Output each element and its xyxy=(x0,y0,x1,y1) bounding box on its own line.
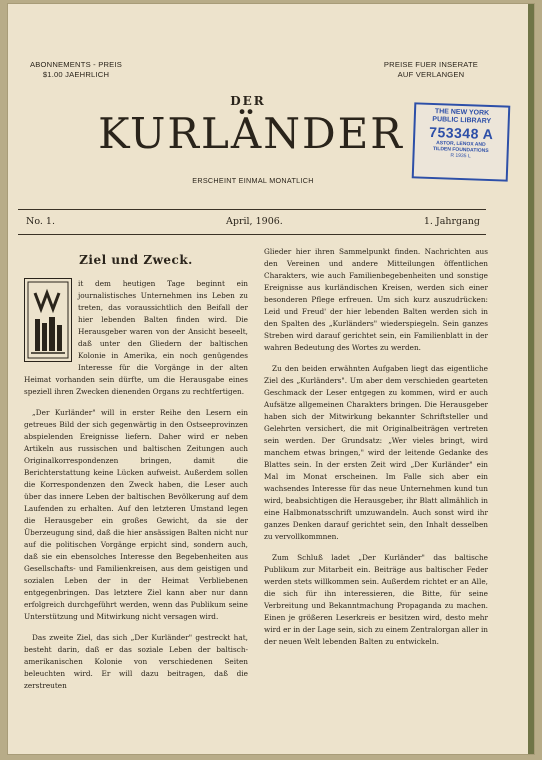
paragraph: „Der Kurländer" will in erster Reihe den Lesern ein getreues Bild der sich gegenwärtig in den Ostseeprovinzen abspielenden Ereignisse liefern. Daher wird er neben Artikeln aus russischen und baltischen Zeitungen auch Originalkorrespondenzen bringen, damit die Berichterstattung keine Lücken aufweist. Außerdem sollen die Korrespondenzen den Zweck haben, die Leser auch über das innere Leben der baltischen Bevölkerung auf dem Laufenden zu erhalten. Auf den letzteren Umstand legen die Herausgeber ein großes Gewicht, da sie der Überzeugung sind, daß die hier ansässigen Balten nicht nur auf die politischen Vorgänge erpicht sind, sondern auch, daß sie ein ebensolches Interesse den Begebenheiten aus Gesellschafts- und Familienkreisen, aus dem geistigen und sozialen Leben der in der Heimat Verbliebenen entgegenbringen. Das letztere Ziel kann aber nur dann erfolgreich durchgeführt werden, wenn das Publikum seine Unterstützung und Mitwirkung nicht versagen wird. xyxy=(24,408,248,621)
stamp-number: 753348 A xyxy=(428,123,494,143)
article-column-2 xyxy=(264,246,488,657)
paragraph: Zu den beiden erwähnten Aufgaben liegt das eigentliche Ziel des „Kurländers". Um aber dem verschieden gearteten Geschmack der Leser entgegen zu kommen, wird er auch Aufsätze allgemeinen Charakters bringen. Die Herausgeber haben sich der Mitwirkung bekannter Schriftsteller und Gelehrten versichert, die mit Originalbeiträgen vertreten sein werden. Der Grundsatz: „Wer vieles bringt, wird manchem etwas bringen," wird der leitende Gedanke des Blattes sein. In der ersten Zeit wird „Der Kurländer" ein Mal im Monat erscheinen. Im Falle sich aber ein wachsendes Interesse für das neue Unternehmen kund tun wird, beabsichtigen die Herausgeber, ihr Blatt allmählich in eine Halbmonatsschrift umzuwandeln. Auch sonst wird ihr ganzes Denken darauf gerichtet sein, den Inhalt desselben zu vervollkommnen. xyxy=(264,364,488,541)
ad-price xyxy=(368,60,494,80)
ad-price-note: AUF VERLANGEN xyxy=(397,70,465,79)
dateline xyxy=(18,209,486,235)
issue-number: No. 1. xyxy=(26,216,55,227)
issue-date: April, 1906. xyxy=(226,216,283,227)
newspaper-page xyxy=(8,4,534,754)
volume: 1. Jahrgang xyxy=(423,216,480,227)
ad-price-label: PREISE FUER INSERATE xyxy=(383,60,479,69)
paragraph: it dem heutigen Tage beginnt ein journalistisches Unternehmen ins Leben zu treten, das voraussichtlich den Beifall der hier lebenden Balten finden wird. Die Herausgeber waren von der Ansicht beseelt, daß unter den Gliedern der baltischen Kolonie in Amerika, ein noch genügendes Interesse für die Vorgänge in der alten Heimat vorhanden sein dürfte, um die Herausgabe eines speziell ihren Zwecken dienenden Organs zu rechtfertigen. xyxy=(24,279,248,396)
decorative-initial-icon xyxy=(24,278,72,362)
paragraph: Glieder hier ihren Sammelpunkt finden. Nachrichten aus den Vereinen und andere Mitteilungen öffentlichen Charakters, wie auch Familienbegebenheiten und sonstige Ereignisse aus kurländischen Kreisen, werden sich einer besonderen Pflege erfreuen. Um sich kurz auszudrücken: Leid und Freud' der hier lebenden Balten werden sich in den Spalten des „Kurländers" wiederspiegeln. Sein ganzes Streben wird darauf gerichtet sein, ein Familienblatt in der wahren Bedeutung des Wortes zu werden. xyxy=(264,247,488,352)
subscription-label: ABONNEMENTS - PREIS xyxy=(30,60,122,69)
stamp-line-4: TILDEN FOUNDATIONS xyxy=(432,146,489,154)
stamp-line-2: PUBLIC LIBRARY xyxy=(432,115,492,126)
library-stamp xyxy=(412,102,511,181)
paragraph: Das zweite Ziel, das sich „Der Kurländer" gestreckt hat, besteht darin, daß er das soziale Leben der baltisch-amerikanischen Kolonie von verschiedenen Seiten beleuchten wird. Er will dazu beitragen, daß die zerstreuten xyxy=(24,633,248,690)
subscription-price xyxy=(20,60,132,80)
stamp-line-1: THE NEW YORK xyxy=(434,108,490,117)
masthead-subtitle: ERSCHEINT EINMAL MONATLICH xyxy=(192,176,314,185)
article-column-1 xyxy=(24,246,248,701)
subscription-amount: $1.00 JAEHRLICH xyxy=(42,70,110,79)
page-edge xyxy=(528,4,534,754)
article-heading: Ziel und Zweck. xyxy=(79,253,193,267)
stamp-line-3: ASTOR, LENOX AND xyxy=(436,140,486,148)
masthead-title: KURLÄNDER xyxy=(98,109,404,158)
stamp-line-5: R 1935 L xyxy=(450,152,471,160)
paragraph: Zum Schluß ladet „Der Kurländer" das baltische Publikum zur Mitarbeit ein. Beiträge aus baltischer Feder werden stets willkommen sein. Außerdem richtet er an Alle, die sich für ihn interessieren, die Bitte, für seine Verbreitung und Bekanntmachung Propaganda zu machen. Einen je größeren Leserkreis er besitzen wird, desto mehr wird er in der Lage sein, sich zu einem Zentralorgan aller in der neuen Welt lebenden Balten zu entwickeln. xyxy=(264,553,488,646)
masthead-der: DER xyxy=(230,94,266,108)
